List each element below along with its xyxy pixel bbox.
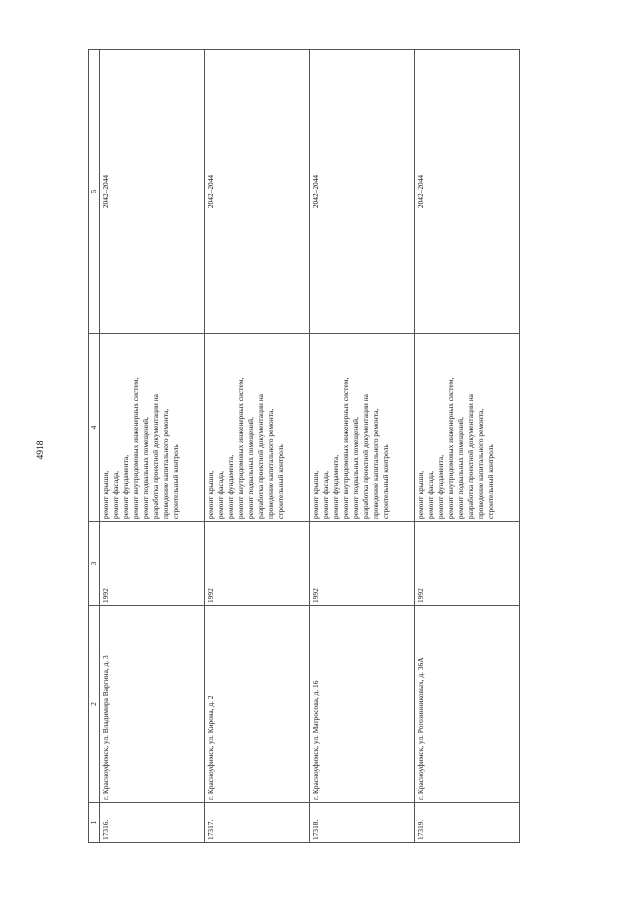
row-number-cell: 17319. xyxy=(415,803,520,843)
column-header-4: 4 xyxy=(89,334,100,522)
work-item: ремонт внутридомовых инженерных систем, xyxy=(446,377,455,519)
address-cell: г. Красноуфимск, ул. Кирова, д. 2 xyxy=(205,606,310,803)
period-cell: 2042–2044 xyxy=(205,50,310,334)
period-cell: 2042–2044 xyxy=(310,50,415,334)
works-cell xyxy=(415,334,520,522)
work-item: ремонт фасада, xyxy=(111,471,120,519)
address-cell: г. Красноуфимск, ул. Матросова, д. 16 xyxy=(310,606,415,803)
column-header-2: 2 xyxy=(89,606,100,803)
work-item: ремонт крыши, xyxy=(206,470,215,519)
table-row xyxy=(100,50,205,843)
row-number-cell: 17318. xyxy=(310,803,415,843)
row-number-cell: 17317. xyxy=(205,803,310,843)
header-row xyxy=(89,50,100,843)
work-item: ремонт фасада, xyxy=(426,471,435,519)
table-row xyxy=(415,50,520,843)
works-cell xyxy=(100,334,205,522)
address-cell: г. Красноуфимск, ул. Рогозинниковых, д. 36А xyxy=(415,606,520,803)
year-cell: 1992 xyxy=(415,522,520,606)
work-item: ремонт крыши, xyxy=(416,470,425,519)
work-item: строительный контроль xyxy=(486,444,495,519)
works-cell xyxy=(205,334,310,522)
work-item: разработка проектной документации на xyxy=(256,394,265,519)
work-item: ремонт внутридомовых инженерных систем, xyxy=(131,377,140,519)
work-item: проведение капитального ремонта, xyxy=(266,408,275,519)
work-item: ремонт фундамента, xyxy=(436,454,445,519)
work-item: строительный контроль xyxy=(276,444,285,519)
work-item: ремонт фундамента, xyxy=(121,454,130,519)
work-item: ремонт внутридомовых инженерных систем, xyxy=(236,377,245,519)
work-item: ремонт внутридомовых инженерных систем, xyxy=(341,377,350,519)
year-cell: 1992 xyxy=(310,522,415,606)
work-item: ремонт фасада, xyxy=(321,471,330,519)
work-item: разработка проектной документации на xyxy=(466,394,475,519)
period-cell: 2042–2044 xyxy=(415,50,520,334)
work-item: разработка проектной документации на xyxy=(361,394,370,519)
work-item: ремонт крыши, xyxy=(101,470,110,519)
work-item: ремонт подвальных помещений, xyxy=(456,417,465,519)
page-number: 4918 xyxy=(36,440,46,460)
work-item: ремонт подвальных помещений, xyxy=(246,417,255,519)
work-item: ремонт крыши, xyxy=(311,470,320,519)
column-header-1: 1 xyxy=(89,803,100,843)
work-item: строительный контроль xyxy=(381,444,390,519)
works-cell xyxy=(310,334,415,522)
work-item: строительный контроль xyxy=(171,444,180,519)
year-cell: 1992 xyxy=(100,522,205,606)
work-item: ремонт фундамента, xyxy=(226,454,235,519)
address-cell: г. Красноуфимск, ул. Владимира Варгина, д. 3 xyxy=(100,606,205,803)
period-cell: 2042–2044 xyxy=(100,50,205,334)
column-header-3: 3 xyxy=(89,522,100,606)
work-item: проведение капитального ремонта, xyxy=(476,408,485,519)
work-item: ремонт фасада, xyxy=(216,471,225,519)
work-item: проведение капитального ремонта, xyxy=(161,408,170,519)
table-row xyxy=(205,50,310,843)
repair-schedule-table xyxy=(88,49,520,843)
work-item: проведение капитального ремонта, xyxy=(371,408,380,519)
rotated-table-container xyxy=(88,75,509,843)
year-cell: 1992 xyxy=(205,522,310,606)
column-header-5: 5 xyxy=(89,50,100,334)
table-row xyxy=(310,50,415,843)
work-item: ремонт фундамента, xyxy=(331,454,340,519)
work-item: ремонт подвальных помещений, xyxy=(351,417,360,519)
row-number-cell: 17316. xyxy=(100,803,205,843)
work-item: разработка проектной документации на xyxy=(151,394,160,519)
work-item: ремонт подвальных помещений, xyxy=(141,417,150,519)
